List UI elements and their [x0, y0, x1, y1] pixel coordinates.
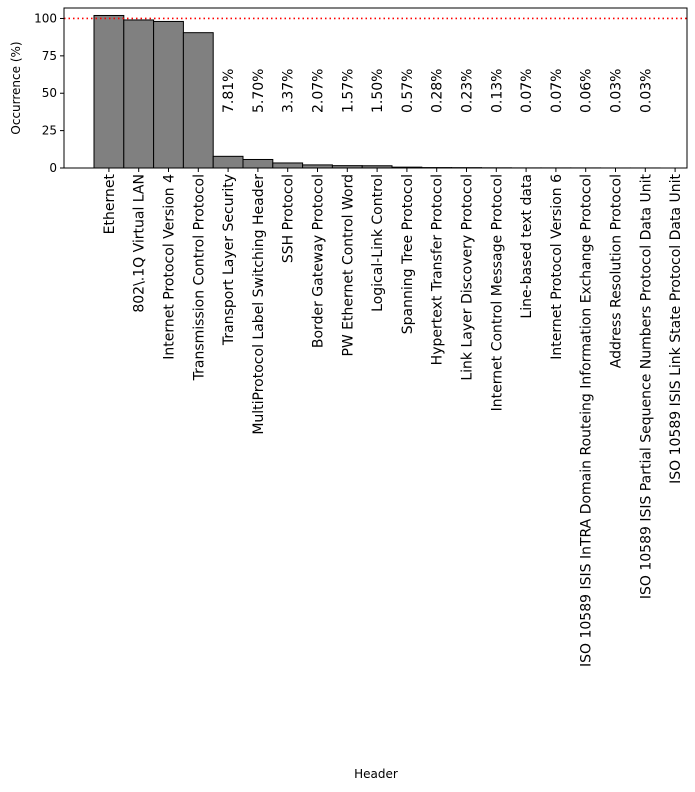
x-tick-label-3: Internet Protocol Version 4	[161, 174, 178, 360]
bar-5	[213, 156, 243, 168]
data-label-10: 1.50%	[370, 68, 387, 113]
x-tick-label-4: Transmission Control Protocol	[191, 173, 208, 381]
x-tick-label-17: ISO 10589 ISIS InTRA Domain Routeing Information Exchange Protocol	[578, 173, 595, 667]
y-tick-label-25: 25	[41, 123, 57, 138]
x-tick-label-14: Internet Control Message Protocol	[489, 174, 506, 412]
x-tick-label-5: Transport Layer Security	[221, 174, 238, 346]
bar-1	[94, 15, 124, 168]
data-label-19: 0.03%	[638, 68, 655, 113]
data-label-9: 1.57%	[340, 68, 357, 113]
x-axis-label: Header	[354, 767, 398, 781]
x-tick-label-7: SSH Protocol	[280, 174, 297, 264]
x-axis	[102, 168, 684, 667]
data-label-13: 0.23%	[459, 68, 476, 113]
data-label-17: 0.06%	[578, 68, 595, 113]
data-label-18: 0.03%	[608, 68, 625, 113]
x-tick-label-13: Link Layer Discovery Protocol	[459, 174, 476, 381]
x-tick-label-20: ISO 10589 ISIS Link State Protocol Data Unit	[668, 174, 685, 484]
x-tick-label-19: ISO 10589 ISIS Partial Sequence Numbers Protocol Data Unit	[638, 174, 655, 600]
data-labels-group	[221, 69, 654, 113]
y-tick-label-100: 100	[34, 11, 57, 26]
x-tick-label-18: Address Resolution Protocol	[608, 174, 625, 369]
x-tick-label-10: Logical-Link Control	[370, 173, 387, 312]
bar-6	[243, 159, 273, 168]
x-tick-label-15: Line-based text data	[519, 174, 536, 319]
x-tick-label-12: Hypertext Transfer Protocol	[429, 174, 446, 366]
x-tick-label-16: Internet Protocol Version 6	[548, 174, 565, 360]
data-label-8: 2.07%	[310, 68, 327, 113]
data-label-15: 0.07%	[519, 68, 536, 113]
x-tick-label-2: 802\.1Q Virtual LAN	[131, 174, 148, 313]
y-axis-label: Occurrence (%)	[9, 41, 23, 135]
x-tick-label-11: Spanning Tree Protocol	[399, 174, 416, 335]
x-tick-label-6: MultiProtocol Label Switching Header	[250, 174, 267, 435]
data-label-14: 0.13%	[489, 68, 506, 113]
x-tick-label-1: Ethernet	[101, 174, 118, 235]
data-label-5: 7.81%	[221, 68, 238, 113]
data-label-16: 0.07%	[548, 68, 565, 113]
y-tick-label-50: 50	[41, 86, 57, 101]
data-label-6: 5.70%	[250, 68, 267, 113]
x-tick-label-8: Border Gateway Protocol	[310, 174, 327, 349]
bar-3	[154, 21, 184, 168]
y-tick-label-0: 0	[49, 161, 57, 175]
x-tick-label-9: PW Ethernet Control Word	[340, 174, 357, 357]
data-label-7: 3.37%	[280, 68, 297, 113]
data-label-11: 0.57%	[399, 68, 416, 113]
y-tick-label-75: 75	[41, 48, 57, 63]
bar-7	[273, 163, 303, 168]
bar-2	[124, 20, 154, 168]
bar-4	[183, 33, 213, 168]
data-label-12: 0.28%	[429, 68, 446, 113]
y-axis	[34, 11, 64, 175]
